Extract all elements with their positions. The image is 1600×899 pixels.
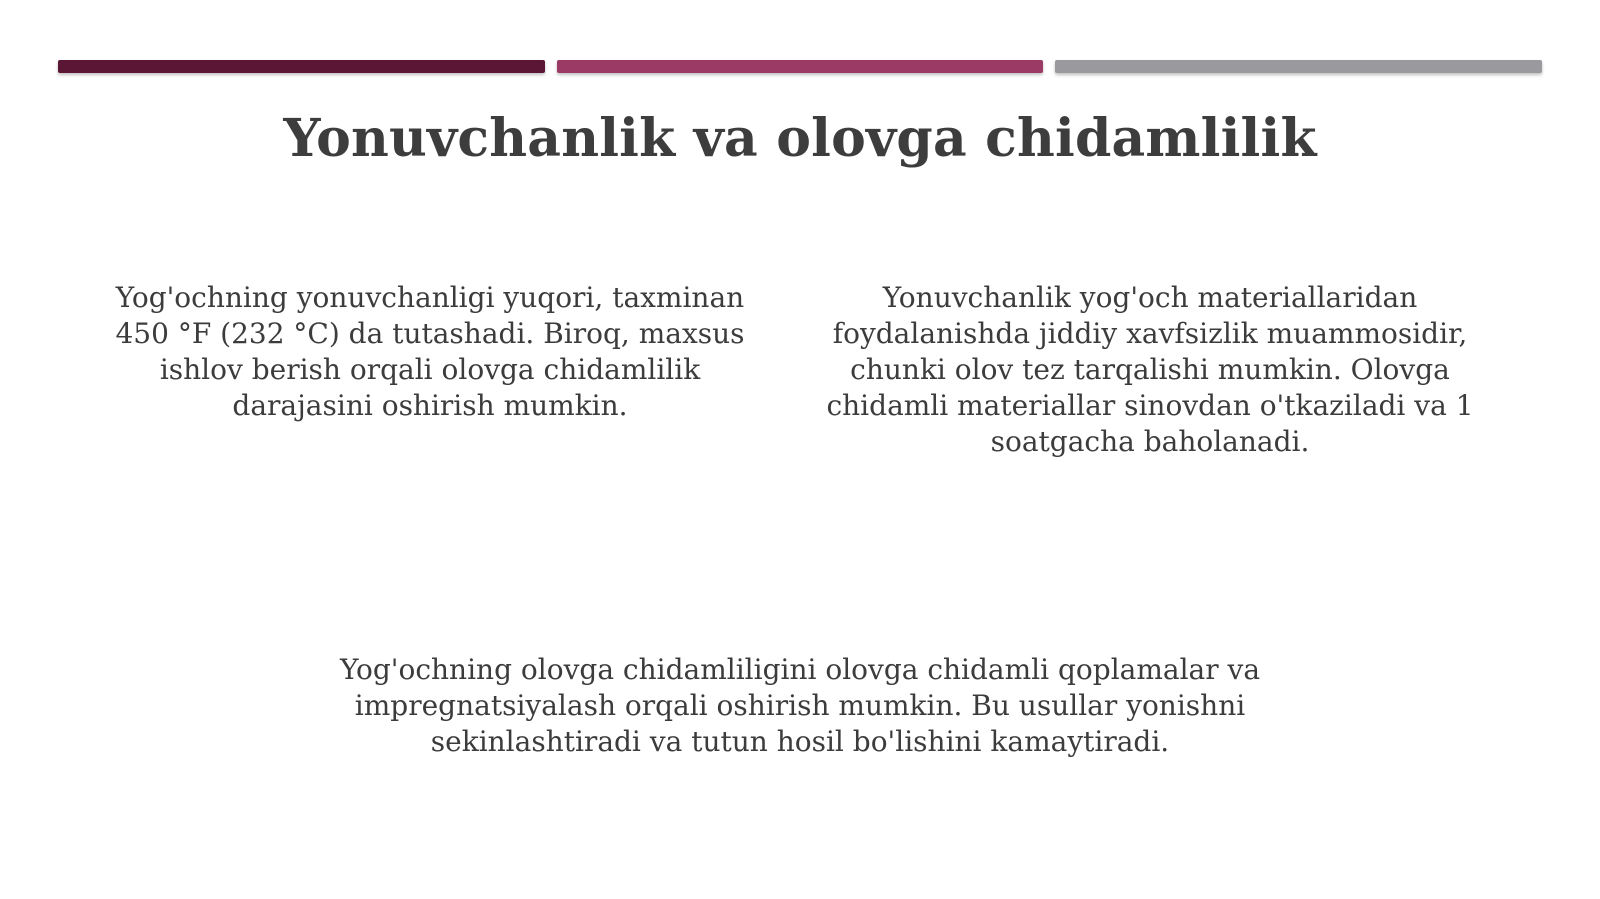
accent-bar-gray xyxy=(1055,60,1542,73)
paragraph-left: Yog'ochning yonuvchanligi yuqori, taxminan 450 °F (232 °C) da tutashadi. Biroq, maxsus ishlov berish orqali olovga chidamlilik darajasini oshirish mumkin. xyxy=(115,281,745,422)
accent-bar-dark-plum xyxy=(58,60,545,73)
paragraph-right: Yonuvchanlik yog'och materiallaridan foydalanishda jiddiy xavfsizlik muammosidir, chunki olov tez tarqalishi mumkin. Olovga chidamli materiallar sinovdan o'tkaziladi va 1 soatgacha baholanadi. xyxy=(826,281,1474,458)
accent-bar-magenta xyxy=(557,60,1043,73)
paragraph-bottom: Yog'ochning olovga chidamliligini olovga chidamli qoplamalar va impregnatsiyalash orqali oshirish mumkin. Bu usullar yonishni sekinlashtiradi va tutun hosil bo'lishini kamaytiradi. xyxy=(339,653,1261,758)
slide-title: Yonuvchanlik va olovga chidamlilik xyxy=(283,108,1317,169)
